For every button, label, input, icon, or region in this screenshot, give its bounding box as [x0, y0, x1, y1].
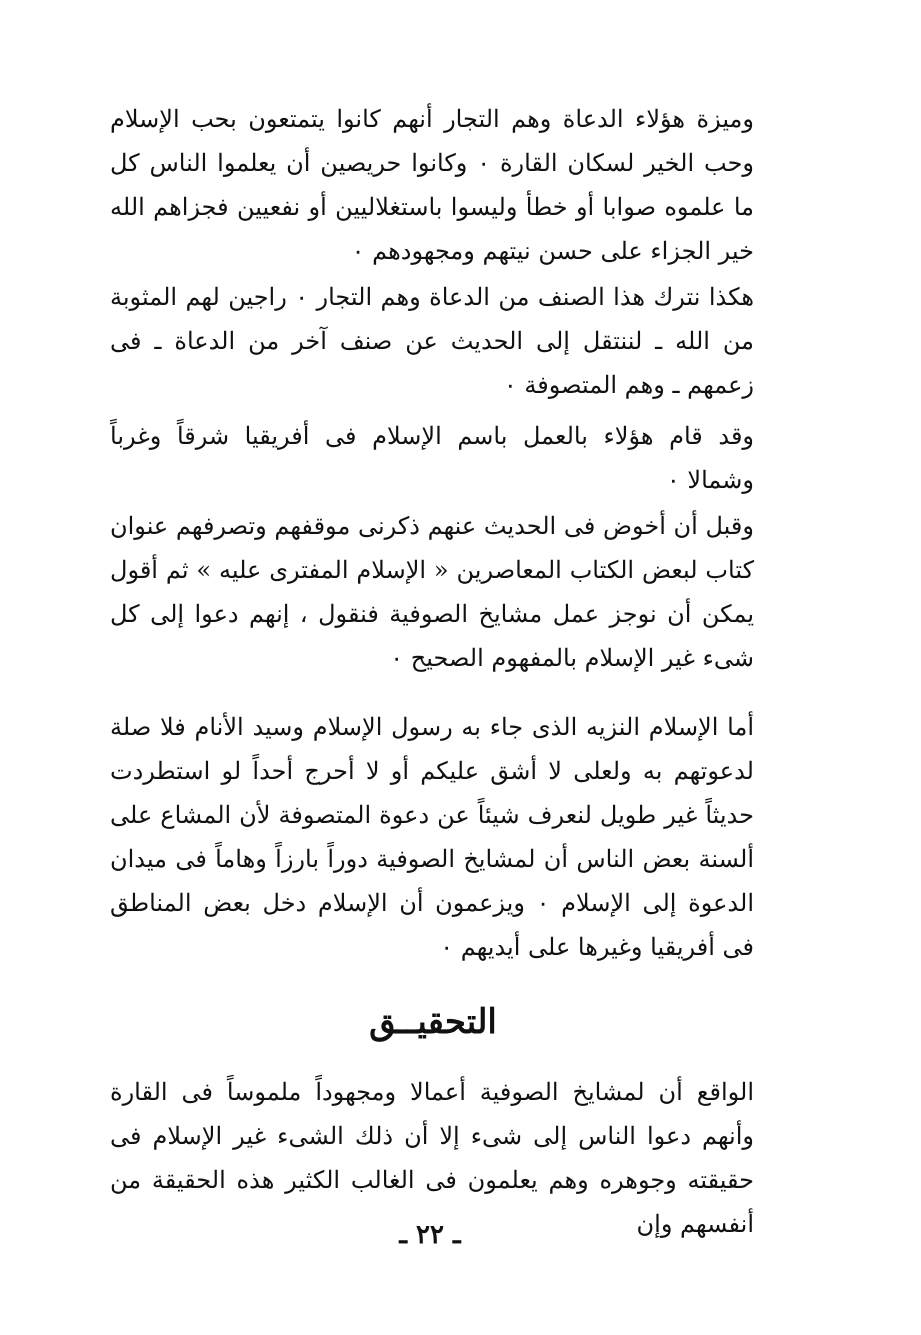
- paragraph-investigation: الواقع أن لمشايخ الصوفية أعمالا ومجهوداً ملموساً فى القارة وأنهم دعوا الناس إلى شىء إلا أن ذلك الشىء غير الإسلام فى حقيقته وجوهره وهم يعلمون فى الغالب الكثير هذه الحقيقة من أنفسهم وإن: [110, 1078, 754, 1238]
- section-heading-investigation: التحقيــق: [369, 1002, 497, 1042]
- paragraph-sufis-activity: وقد قام هؤلاء بالعمل باسم الإسلام فى أفريقيا شرقاً وغرباً وشمالا ٠: [110, 422, 755, 494]
- paragraph-book-title-reference: وقبل أن أخوض فى الحديث عنهم ذكرنى موقفهم وتصرفهم عنوان كتاب لبعض الكتاب المعاصرين « الإسلام المفترى عليه » ثم أقول يمكن أن نوجز عمل مشايخ الصوفية فنقول ، إنهم دعوا إلى كل شىء غير الإسلام بالمفهوم الصحيح ٠: [110, 512, 754, 672]
- paragraph-transition-sufis: هكذا نترك هذا الصنف من الدعاة وهم التجار ٠ راجين لهم المثوبة من الله ـ لننتقل إلى الحديث عن صنف آخر من الدعاة ـ فى زعمهم ـ وهم المتصوفة ٠: [110, 283, 755, 399]
- paragraph-merchants-virtue: وميزة هؤلاء الدعاة وهم التجار أنهم كانوا يتمتعون بحب الإسلام وحب الخير لسكان القارة ٠ وكانوا حريصين أن يعلموا الناس كل ما علموه صوابا أو خطأ وليسوا باستغلاليين أو نفعيين فجزاهم الله خير الجزاء على حسن نيتهم ومجهودهم ٠: [110, 105, 754, 265]
- paragraph-true-islam: أما الإسلام النزيه الذى جاء به رسول الإسلام وسيد الأنام فلا صلة لدعوتهم به ولعلى لا أشق عليكم أو لا أحرج أحداً لو استطردت حديثاً غير طويل لنعرف شيئاً عن دعوة المتصوفة لأن المشاع على ألسنة بعض الناس أن لمشايخ الصوفية دوراً بارزاً وهاماً فى ميدان الدعوة إلى الإسلام ٠ ويزعمون أن الإسلام دخل بعض المناطق فى أفريقيا وغيرها على أيديهم ٠: [110, 713, 755, 961]
- page-number: ـ ٢٢ ـ: [399, 1220, 461, 1250]
